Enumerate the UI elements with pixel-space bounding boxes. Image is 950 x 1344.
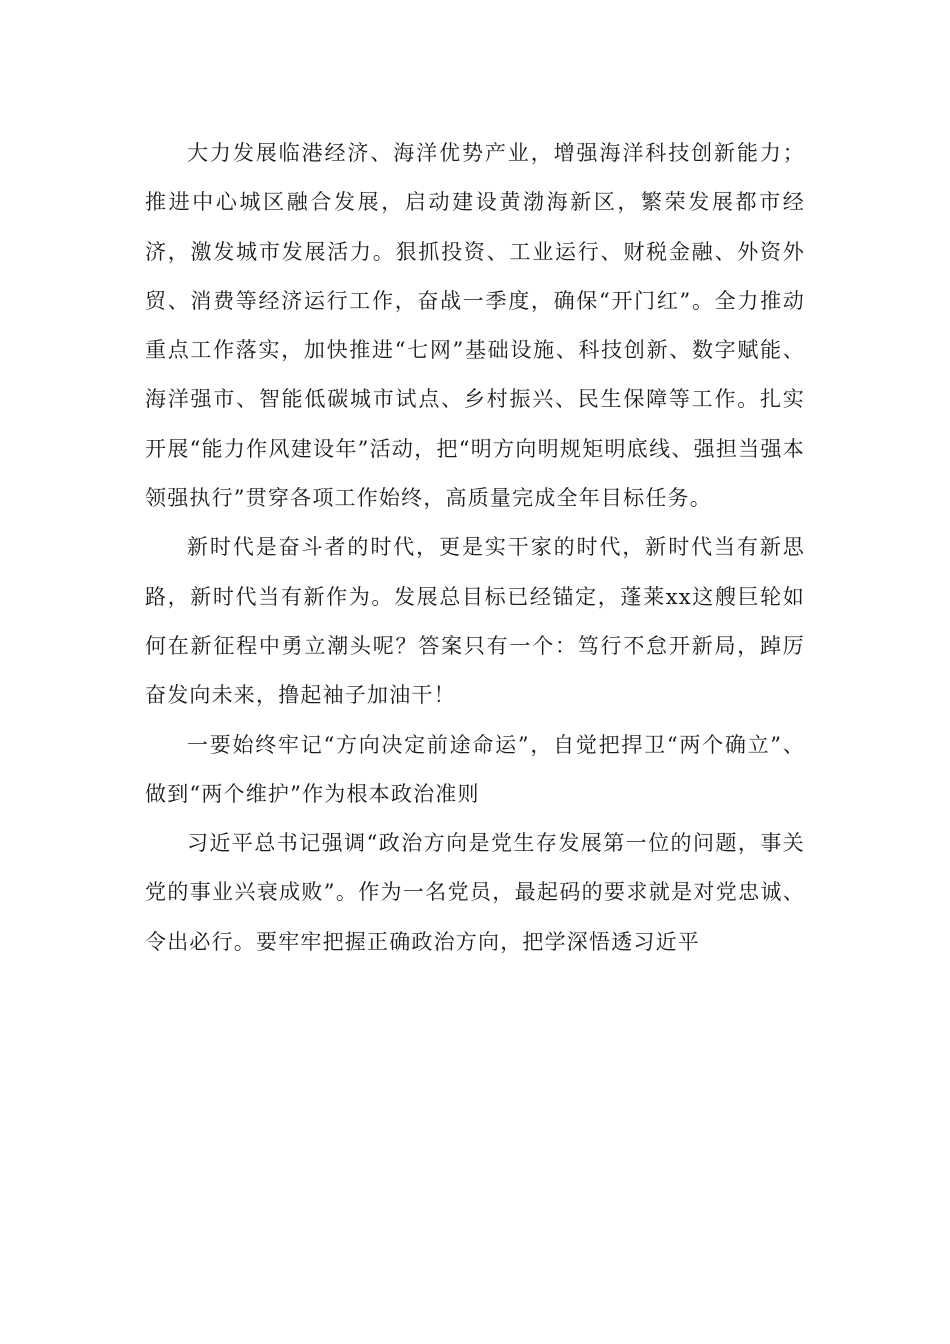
paragraph-new-era: 新时代是奋斗者的时代，更是实干家的时代，新时代当有新思路，新时代当有新作为。发展总目标已经锚定，蓬莱xx这艘巨轮如何在新征程中勇立潮头呢？答案只有一个：笃行不怠开新局，踔厉奋发向未来，撸起袖子加油干！ — [145, 535, 805, 708]
paragraph-political-direction: 习近平总书记强调“政治方向是党生存发展第一位的问题，事关党的事业兴衰成败”。作为一名党员，最起码的要求就是对党忠诚、令出必行。要牢牢把握正确政治方向，把学深悟透习近平 — [145, 831, 805, 954]
section-heading-political-direction: 一要始终牢记“方向决定前途命运”，自觉把捍卫“两个确立”、做到“两个维护”作为根本政治准则 — [145, 732, 805, 806]
paragraph-development-tasks: 大力发展临港经济、海洋优势产业，增强海洋科技创新能力；推进中心城区融合发展，启动建设黄渤海新区，繁荣发展都市经济，激发城市发展活力。狠抓投资、工业运行、财税金融、外资外贸、消费等经济运行工作，奋战一季度，确保“开门红”。全力推动重点工作落实，加快推进“七网”基础设施、科技创新、数字赋能、海洋强市、智能低碳城市试点、乡村振兴、民生保障等工作。扎实开展“能力作风建设年”活动，把“明方向明规矩明底线、强担当强本领强执行”贯穿各项工作始终，高质量完成全年目标任务。 — [145, 141, 805, 511]
document-body — [145, 129, 805, 967]
